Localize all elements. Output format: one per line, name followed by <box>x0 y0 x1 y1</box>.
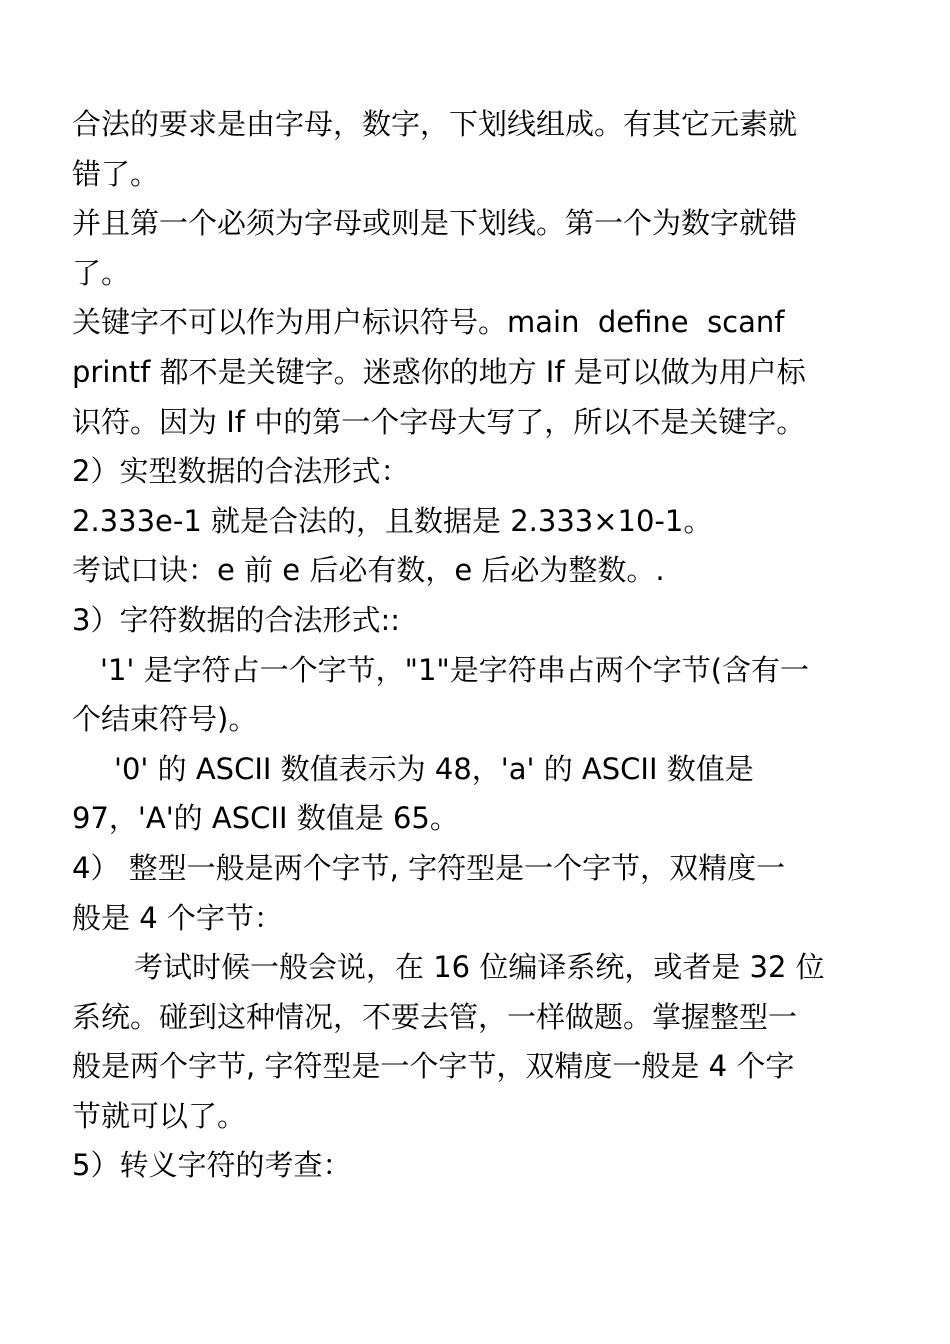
paragraph-line: 2.333e-1 就是合法的，且数据是 2.333×10-1。 <box>72 503 713 538</box>
paragraph-line: 考试口诀：e 前 e 后必有数，e 后必为整数。. <box>72 553 665 588</box>
paragraph-line: 关键字不可以作为用户标识符号。main define scanf <box>72 305 785 340</box>
paragraph-line: 错了。 <box>72 156 160 191</box>
paragraph-line: 并且第一个必须为字母或则是下划线。第一个为数字就错 <box>72 206 798 241</box>
paragraph-line: 97，'A'的 ASCII 数值是 65。 <box>72 801 459 836</box>
paragraph-line: '1' 是字符占一个字节，"1"是字符串占两个字节(含有一 <box>100 652 810 687</box>
paragraph-line: printf 都不是关键字。迷惑你的地方 If 是可以做为用户标 <box>72 354 806 389</box>
paragraph-line: 般是两个字节, 字符型是一个字节，双精度一般是 4 个字 <box>72 1049 795 1084</box>
paragraph-line: 般是 4 个字节： <box>72 900 283 935</box>
section-heading: 3）字符数据的合法形式:: <box>72 602 400 637</box>
section-heading: 4） 整型一般是两个字节, 字符型是一个字节，双精度一 <box>72 850 786 885</box>
section-heading: 5）转义字符的考查： <box>72 1148 352 1183</box>
document-page <box>72 100 882 1191</box>
paragraph-line: 节就可以了。 <box>72 1098 247 1133</box>
paragraph-line: 个结束符号)。 <box>72 702 258 737</box>
section-heading: 2）实型数据的合法形式： <box>72 454 410 489</box>
paragraph-line: '0' 的 ASCII 数值表示为 48，'a' 的 ASCII 数值是 <box>114 751 754 786</box>
paragraph-line: 考试时候一般会说，在 16 位编译系统，或者是 32 位 <box>134 950 825 985</box>
paragraph-line: 了。 <box>72 255 131 290</box>
paragraph-line: 识符。因为 If 中的第一个字母大写了，所以不是关键字。 <box>72 404 806 439</box>
paragraph-line: 合法的要求是由字母，数字，下划线组成。有其它元素就 <box>72 107 798 141</box>
paragraph-line: 系统。碰到这种情况，不要去管，一样做题。掌握整型一 <box>72 999 798 1034</box>
